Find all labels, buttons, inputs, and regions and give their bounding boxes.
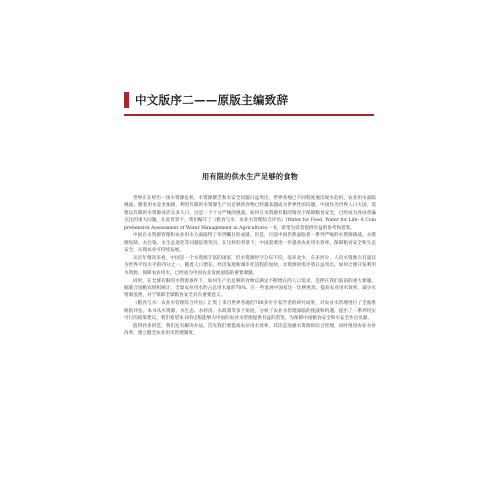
chapter-heading <box>124 92 288 108</box>
paragraph-4: 同时，在全球有限的水资源条件下，如何生产出足够的食物以满足不断增长的人口需求，是摆在我们面前的重大课题。据联合国粮农组织统计，全球农业用水约占总用水量的70%，在一些发展中国家这一比例更高。提高农业用水效率，减少水资源浪费，对于保障全球粮食安全具有重要意义。 <box>124 278 376 299</box>
body-text <box>124 195 376 338</box>
chapter-title: 中文版序二——原版主编致辞 <box>135 93 289 107</box>
paragraph-2: 中国在水资源管理和农业用水方面取得了举世瞩目的成就。但是，目前中国仍然面临着一系列严峻的水资源挑战，水资源短缺、水污染、水生态退化等问题依然突出。在这样的背景下，中国需要进一步提高农业用水效率，保障粮食安全和生态安全，实现农业可持续发展。 <box>124 233 376 254</box>
section-title: 用有限的供水生产足够的食物 <box>201 172 299 181</box>
paragraph-1: 世界正在经历一场水资源危机，水资源匮乏和水安全问题日益突出，世界各地已不同程度地出现水危机，农业用水面临挑战。随着用水竞争加剧，利用有限的水资源生产出足够的食物已经越来越成为世界性的问题。中国作为世界人口大国，需要以有限的水资源养活众多人口，这是一个十分严峻的挑战。如何在水资源有限的情况下保障粮食安全，已经成为各国普遍关注的重大问题。在此背景下，我们编写了《粮食与水：农业水管理综合评估》(Water for Food, Water for Life: A Comprehensive Assessment of Water Management in Agriculture)一书，希望为读者提供有益的参考和借鉴。 <box>124 196 376 231</box>
chapter-divider <box>124 114 374 116</box>
paragraph-3: 从近年情况来看，中国是一个水资源丰富的国家，但水资源时空分布不均，南多北少，东多西少，人均水资源占有量仅为世界平均水平的四分之一。随着人口增长、经济发展和城市化进程的加快，水资源供需矛盾日益突出。如何合理开发利用水资源，保障农业用水，已经成为中国农业发展面临的重要课题。 <box>124 256 376 276</box>
paragraph-5: 《粮食与水：农业水管理综合评估》汇集了来自世界各地的700多位专家学者的研究成果，对农业水管理进行了全面系统的评估。本书从水资源、水生态、水经济、水政策等多个角度，分析了农业水管理面临的挑战和机遇，提出了一系列切实可行的政策建议。我们希望本书的出版能够为中国的农业水管理提供有益的借鉴，为保障中国粮食安全和水安全作出贡献。 <box>124 301 376 322</box>
paragraph-6: 值得欣喜的是，我们还有解决办法。首先我们要提高农业用水效率，其次是加强水资源的综合管理，同时推进农业水价改革，建立健全农业用水管理制度。 <box>124 323 376 337</box>
chapter-accent-bar <box>124 92 129 108</box>
